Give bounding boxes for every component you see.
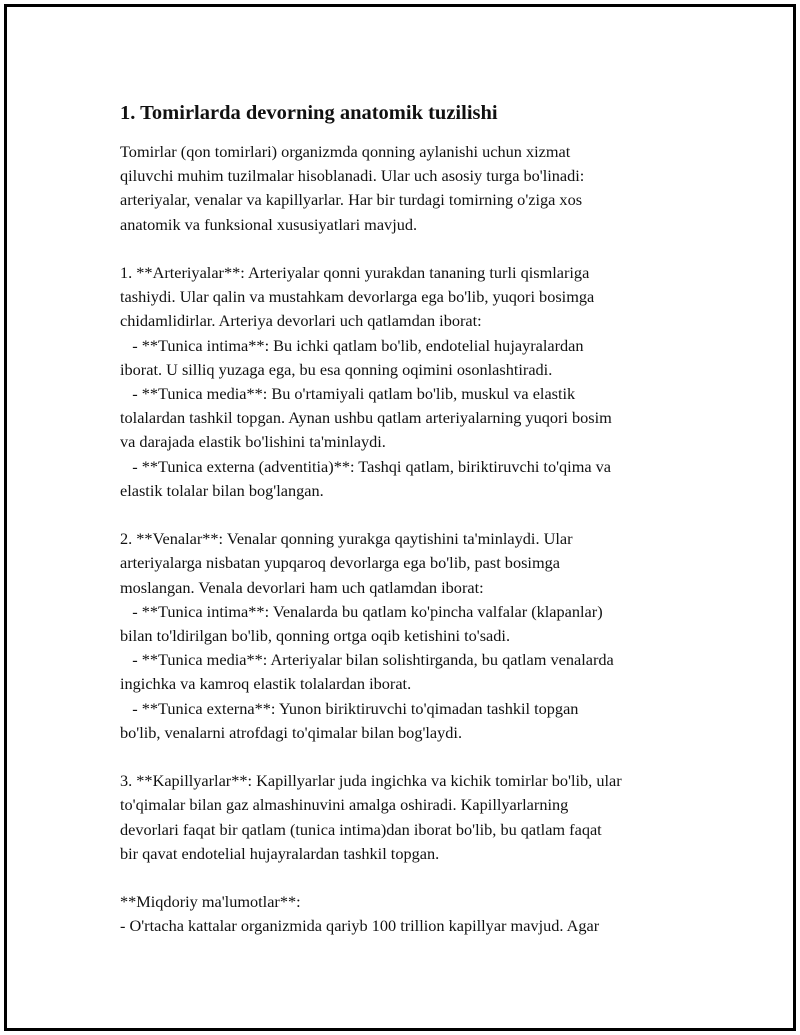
text-line: moslangan. Venala devorlari ham uch qatlamdan iborat: — [120, 577, 484, 597]
text-line: - **Tunica externa (adventitia)**: Tashqi qatlam, biriktiruvchi to'qima va — [120, 456, 612, 476]
text-line: arteriyalarga nisbatan yupqaroq devorlarga ega bo'lib, past bosimga — [120, 553, 560, 573]
text-line: ingichka va kamroq elastik tolalardan iborat. — [120, 674, 412, 694]
text-line: devorlari faqat bir qatlam (tunica intima)dan iborat bo'lib, bu qatlam faqat — [120, 819, 602, 839]
text-line: tolalardan tashkil topgan. Aynan ushbu qatlam arteriyalarning yuqori bosim — [120, 408, 612, 428]
text-line: to'qimalar bilan gaz almashinuvini amalga oshiradi. Kapillyarlarning — [120, 795, 569, 815]
text-line: arteriyalar, venalar va kapillyarlar. Har bir turdagi tomirning o'ziga xos — [120, 190, 583, 210]
text-line: - **Tunica intima**: Venalarda bu qatlam ko'pincha valfalar (klapanlar) — [120, 601, 603, 621]
text-line: - **Tunica media**: Bu o'rtamiyali qatlam bo'lib, muskul va elastik — [120, 384, 576, 404]
text-line: - **Tunica media**: Arteriyalar bilan solishtirganda, bu qatlam venalarda — [120, 650, 614, 670]
text-line: tashiydi. Ular qalin va mustahkam devorlarga ega bo'lib, yuqori bosimga — [120, 287, 595, 307]
text-line: bo'lib, venalarni atrofdagi to'qimalar bilan bog'laydi. — [120, 722, 463, 742]
text-line: Tomirlar (qon tomirlari) organizmda qonning aylanishi uchun xizmat — [120, 142, 571, 161]
document-text — [120, 140, 700, 939]
text-line: chidamlidirlar. Arteriya devorlari uch qatlamdan iborat: — [120, 311, 482, 331]
paragraph-gap — [120, 503, 700, 527]
paragraph-gap — [120, 866, 700, 890]
text-line: **Miqdoriy ma'lumotlar**: — [120, 892, 301, 912]
text-line: 3. **Kapillyarlar**: Kapillyarlar juda ingichka va kichik tomirlar bo'lib, ular — [120, 771, 622, 791]
page-frame — [4, 4, 796, 1031]
paragraph-gap — [120, 237, 700, 261]
text-line: elastik tolalar bilan bog'langan. — [120, 480, 324, 500]
text-line: 1. **Arteriyalar**: Arteriyalar qonni yurakdan tananing turli qismlariga — [120, 263, 590, 282]
text-line: anatomik va funksional xususiyatlari mavjud. — [120, 214, 418, 234]
text-line: bir qavat endotelial hujayralardan tashkil topgan. — [120, 843, 440, 863]
text-line: qiluvchi muhim tuzilmalar hisoblanadi. Ular uch asosiy turga bo'linadi: — [120, 166, 585, 186]
text-line: - O'rtacha kattalar organizmida qariyb 100 trillion kapillyar mavjud. Agar — [120, 916, 600, 936]
paragraph-gap — [120, 745, 700, 769]
text-line: 2. **Venalar**: Venalar qonning yurakga qaytishini ta'minlaydi. Ular — [120, 529, 573, 549]
text-line: bilan to'ldirilgan bo'lib, qonning ortga oqib ketishini to'sadi. — [120, 626, 511, 646]
text-line: - **Tunica externa**: Yunon biriktiruvchi to'qimadan tashkil topgan — [120, 698, 579, 718]
document-body — [120, 100, 700, 939]
document-heading: 1. Tomirlarda devorning anatomik tuzilishi — [120, 102, 498, 124]
text-line: - **Tunica intima**: Bu ichki qatlam bo'lib, endotelial hujayralardan — [120, 335, 584, 355]
text-line: iborat. U silliq yuzaga ega, bu esa qonning oqimini osonlashtiradi. — [120, 359, 553, 379]
text-line: va darajada elastik bo'lishini ta'minlaydi. — [120, 432, 386, 452]
